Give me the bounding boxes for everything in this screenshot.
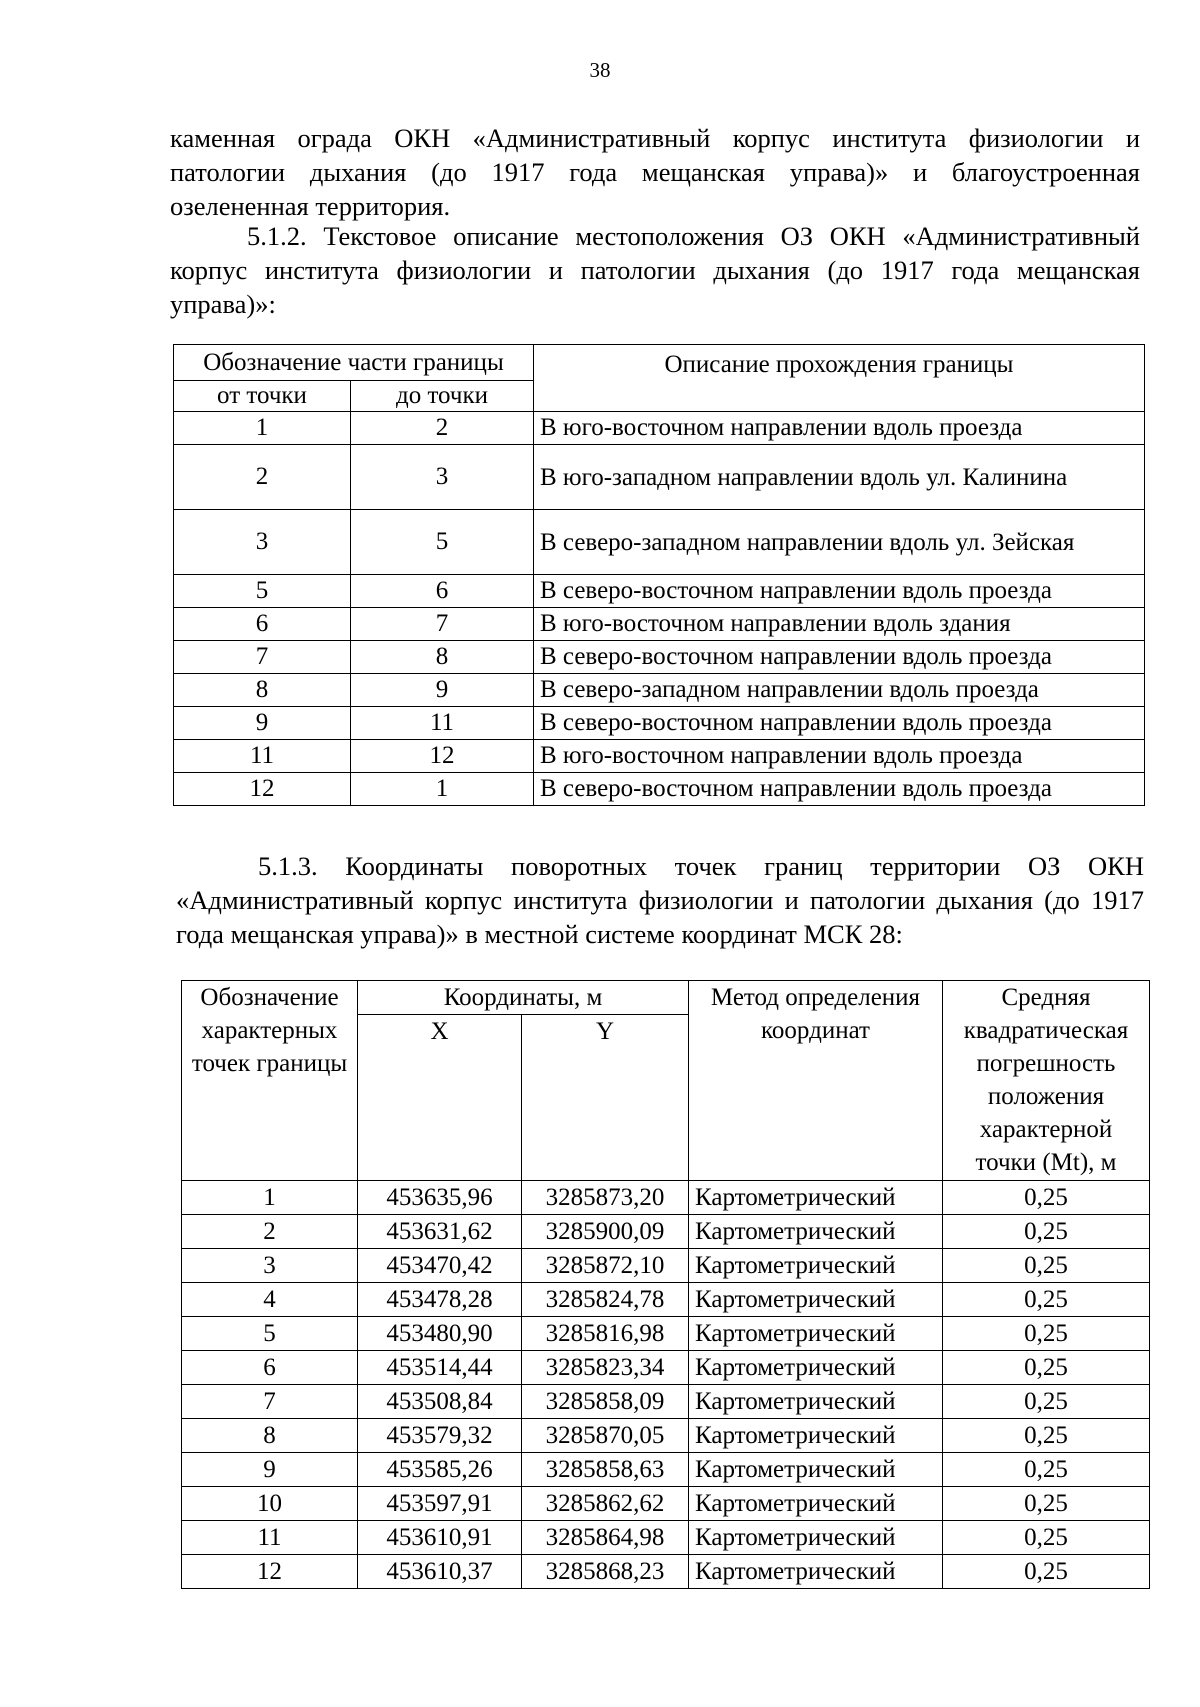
point-number-cell: 8 [182,1419,358,1453]
boundary-row [174,707,1145,740]
header-boundary-description: Описание прохождения границы [534,345,1145,412]
to-point-cell: 9 [351,674,534,707]
y-coordinate-cell: 3285858,63 [522,1453,689,1487]
error-cell: 0,25 [943,1351,1150,1385]
from-point-cell: 6 [174,608,351,641]
to-point-cell: 6 [351,575,534,608]
header-x: X [358,1015,522,1181]
to-point-cell: 8 [351,641,534,674]
point-number-cell: 3 [182,1249,358,1283]
description-cell: В юго-восточном направлении вдоль проезда [534,740,1145,773]
point-number-cell: 7 [182,1385,358,1419]
x-coordinate-cell: 453579,32 [358,1419,522,1453]
coordinate-row [182,1249,1150,1283]
x-coordinate-cell: 453635,96 [358,1181,522,1215]
boundary-row [174,412,1145,445]
error-cell: 0,25 [943,1419,1150,1453]
error-cell: 0,25 [943,1521,1150,1555]
header-y: Y [522,1015,689,1181]
point-number-cell: 11 [182,1521,358,1555]
point-number-cell: 6 [182,1351,358,1385]
boundary-row [174,740,1145,773]
description-cell: В юго-восточном направлении вдоль проезда [534,412,1145,445]
method-cell: Картометрический [689,1521,943,1555]
to-point-cell: 3 [351,445,534,510]
point-number-cell: 1 [182,1181,358,1215]
paragraph-section-5-1-3: 5.1.3. Координаты поворотных точек границ территории ОЗ ОКН «Административный корпус института физиологии и патологии дыхания (до 1917 года мещанская управа)» в местной системе координат МСК 28: [176,851,1144,949]
method-cell: Картометрический [689,1555,943,1589]
x-coordinate-cell: 453631,62 [358,1215,522,1249]
method-cell: Картометрический [689,1181,943,1215]
method-cell: Картометрический [689,1215,943,1249]
from-point-cell: 3 [174,510,351,575]
y-coordinate-cell: 3285864,98 [522,1521,689,1555]
x-coordinate-cell: 453610,91 [358,1521,522,1555]
from-point-cell: 1 [174,412,351,445]
error-cell: 0,25 [943,1283,1150,1317]
y-coordinate-cell: 3285900,09 [522,1215,689,1249]
from-point-cell: 12 [174,773,351,806]
description-cell: В северо-восточном направлении вдоль проезда [534,641,1145,674]
point-number-cell: 5 [182,1317,358,1351]
y-coordinate-cell: 3285870,05 [522,1419,689,1453]
method-cell: Картометрический [689,1249,943,1283]
method-cell: Картометрический [689,1419,943,1453]
y-coordinate-cell: 3285824,78 [522,1283,689,1317]
x-coordinate-cell: 453597,91 [358,1487,522,1521]
paragraph-section-5-1-2: 5.1.2. Текстовое описание местоположения ОЗ ОКН «Административный корпус института физиологии и патологии дыхания (до 1917 года мещанская управа)»: [170,221,1140,319]
boundary-row [174,608,1145,641]
method-cell: Картометрический [689,1487,943,1521]
to-point-cell: 12 [351,740,534,773]
method-cell: Картометрический [689,1351,943,1385]
y-coordinate-cell: 3285872,10 [522,1249,689,1283]
error-cell: 0,25 [943,1249,1150,1283]
boundary-row [174,445,1145,510]
boundary-description-table [173,344,1145,806]
point-number-cell: 10 [182,1487,358,1521]
description-cell: В северо-восточном направлении вдоль проезда [534,707,1145,740]
from-point-cell: 8 [174,674,351,707]
y-coordinate-cell: 3285862,62 [522,1487,689,1521]
error-cell: 0,25 [943,1555,1150,1589]
x-coordinate-cell: 453508,84 [358,1385,522,1419]
description-cell: В северо-западном направлении вдоль проезда [534,674,1145,707]
y-coordinate-cell: 3285816,98 [522,1317,689,1351]
from-point-cell: 5 [174,575,351,608]
coordinate-row [182,1283,1150,1317]
to-point-cell: 5 [351,510,534,575]
boundary-row [174,575,1145,608]
error-cell: 0,25 [943,1181,1150,1215]
error-cell: 0,25 [943,1453,1150,1487]
description-cell: В северо-восточном направлении вдоль проезда [534,575,1145,608]
x-coordinate-cell: 453585,26 [358,1453,522,1487]
x-coordinate-cell: 453514,44 [358,1351,522,1385]
paragraph-fence-description: каменная ограда ОКН «Административный корпус института физиологии и патологии дыхания (до 1917 года мещанская управа)» и благоустроенная озелененная территория. [170,123,1140,221]
x-coordinate-cell: 453610,37 [358,1555,522,1589]
error-cell: 0,25 [943,1487,1150,1521]
coordinate-row [182,1351,1150,1385]
coordinate-row [182,1385,1150,1419]
error-cell: 0,25 [943,1317,1150,1351]
boundary-row [174,773,1145,806]
coordinates-table [181,980,1150,1589]
to-point-cell: 2 [351,412,534,445]
y-coordinate-cell: 3285873,20 [522,1181,689,1215]
description-cell: В юго-восточном направлении вдоль здания [534,608,1145,641]
to-point-cell: 1 [351,773,534,806]
method-cell: Картометрический [689,1283,943,1317]
coordinate-row [182,1419,1150,1453]
coordinate-row [182,1317,1150,1351]
method-cell: Картометрический [689,1385,943,1419]
page-number: 38 [589,58,611,82]
to-point-cell: 7 [351,608,534,641]
error-cell: 0,25 [943,1385,1150,1419]
header-mean-error: Средняя квадратическая погрешность положения характерной точки (Mt), м [943,981,1150,1181]
from-point-cell: 11 [174,740,351,773]
coordinate-row [182,1555,1150,1589]
description-cell: В юго-западном направлении вдоль ул. Калинина [534,445,1145,510]
boundary-row [174,510,1145,575]
coordinate-row [182,1487,1150,1521]
coordinate-row [182,1181,1150,1215]
point-number-cell: 12 [182,1555,358,1589]
header-to-point: до точки [351,381,534,412]
boundary-row [174,641,1145,674]
x-coordinate-cell: 453478,28 [358,1283,522,1317]
error-cell: 0,25 [943,1215,1150,1249]
header-boundary-part: Обозначение части границы [174,345,534,381]
point-number-cell: 4 [182,1283,358,1317]
y-coordinate-cell: 3285868,23 [522,1555,689,1589]
point-number-cell: 9 [182,1453,358,1487]
from-point-cell: 9 [174,707,351,740]
description-cell: В северо-восточном направлении вдоль проезда [534,773,1145,806]
x-coordinate-cell: 453480,90 [358,1317,522,1351]
header-point-designation: Обозначение характерных точек границы [182,981,358,1181]
coordinate-row [182,1215,1150,1249]
boundary-row [174,674,1145,707]
to-point-cell: 11 [351,707,534,740]
coordinate-row [182,1453,1150,1487]
method-cell: Картометрический [689,1317,943,1351]
header-method: Метод определения координат [689,981,943,1181]
x-coordinate-cell: 453470,42 [358,1249,522,1283]
y-coordinate-cell: 3285823,34 [522,1351,689,1385]
y-coordinate-cell: 3285858,09 [522,1385,689,1419]
header-coordinates: Координаты, м [358,981,689,1015]
header-from-point: от точки [174,381,351,412]
description-cell: В северо-западном направлении вдоль ул. Зейская [534,510,1145,575]
coordinate-row [182,1521,1150,1555]
from-point-cell: 2 [174,445,351,510]
point-number-cell: 2 [182,1215,358,1249]
from-point-cell: 7 [174,641,351,674]
method-cell: Картометрический [689,1453,943,1487]
